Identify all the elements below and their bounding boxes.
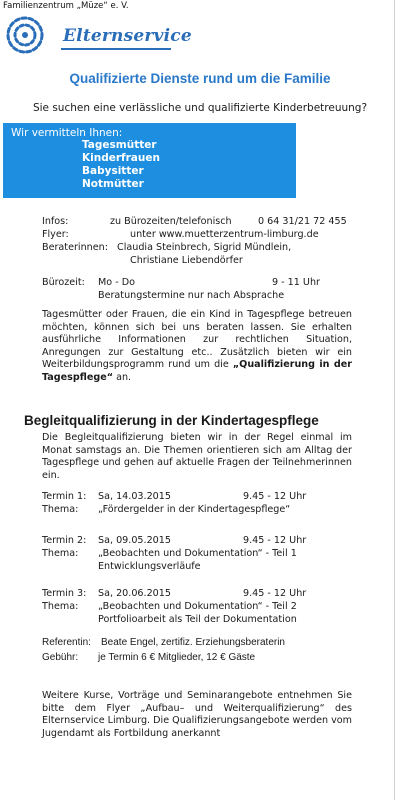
phone-number: 0 64 31/21 72 455 [258, 216, 347, 227]
theme-value: „Beobachten und Dokumentation“ - Teil 1 [98, 548, 297, 559]
infos-value: zu Bürozeiten/telefonisch [110, 216, 232, 227]
theme-value-cont: Portfolioarbeit als Teil der Dokumentation [98, 614, 297, 625]
date-label: Termin 1: [42, 491, 87, 502]
footer-paragraph: Weitere Kurse, Vorträge und Seminarangebote entnehmen Sie bitte dem Flyer „Aufbau– und Weiterqualifizierung“ des Elternservice Limburg. Die Qualifizierungsangebote werden vom Jugendamt als Fortbildung anerkannt [42, 690, 353, 739]
page-title: Qualifizierte Dienste rund um die Familie [69, 71, 331, 86]
date-time: 9.45 - 12 Uhr [243, 588, 307, 599]
intro-question: Sie suchen eine verlässliche und qualifizierte Kinderbetreuung? [32, 102, 368, 114]
org-name: Familienzentrum „Müze“ e. V. [3, 1, 129, 11]
dotted-circle-logo-icon [5, 14, 61, 56]
date-label: Termin 2: [42, 535, 87, 546]
advisors-names: Claudia Steinbrech, Sigrid Mündlein, [117, 242, 292, 253]
theme-value: „Beobachten und Dokumentation“ - Teil 2 [98, 601, 297, 612]
date-value: Sa, 09.05.2015 [98, 535, 171, 546]
logo-underline [61, 48, 171, 50]
offer-list [82, 139, 160, 191]
date-time: 9.45 - 12 Uhr [243, 491, 307, 502]
offer-item: Kinderfrauen [82, 152, 160, 164]
offer-intro: Wir vermitteln Ihnen: [11, 127, 123, 139]
date-value: Sa, 20.06.2015 [98, 588, 171, 599]
logo-text: Elternservice [63, 26, 192, 46]
intro-paragraph-tail: an. [113, 371, 132, 383]
office-days: Mo - Do [98, 277, 135, 288]
theme-label: Thema: [42, 601, 79, 612]
office-note: Beratungstermine nur nach Absprache [98, 290, 285, 301]
theme-label: Thema: [42, 548, 79, 559]
elternservice-logo [5, 14, 192, 56]
speaker-name: Beate Engel, zertifiz. Erziehungsberaterin [101, 637, 285, 648]
offer-item: Notmütter [82, 178, 144, 190]
intro-paragraph [42, 309, 352, 385]
offer-item: Babysitter [82, 165, 144, 177]
fee-value: je Termin 6 € Mitglieder, 12 € Gäste [98, 652, 256, 663]
flyer-link[interactable]: unter www.muetterzentrum-limburg.de [130, 229, 319, 240]
intro-paragraph-text: Tagesmütter oder Frauen, die ein Kind in Tagespflege betreuen möchten, können sich bei uns beraten lassen. Sie erhalten ausführliche Informationen zur rechtlichen Situation, Anregungen zur Gestaltung etc.. Zusätzlich bieten wir ein Weiterbildungsprogramm rund um die [42, 309, 352, 371]
speaker-label: Referentin: [42, 637, 91, 648]
office-label: Bürozeit: [42, 277, 85, 288]
date-label: Termin 3: [42, 588, 87, 599]
highlight-phrase: „Qualifizierung in der Tagespflege“ [42, 359, 352, 383]
section-paragraph: Die Begleitqualifizierung bieten wir in der Regel einmal im Monat samstags an. Die Themen orientieren sich am Alltag der Tagespflege und gehen auf aktuelle Fragen der Teilnehmerinnen ein. [42, 432, 352, 481]
office-time: 9 - 11 Uhr [272, 277, 320, 288]
infos-label: Infos: [42, 216, 69, 227]
theme-value: „Fördergelder in der Kindertagespflege“ [98, 504, 291, 515]
offer-box [3, 123, 296, 198]
page-border [394, 0, 395, 800]
advisors-names-cont: Christiane Liebendörfer [130, 255, 243, 266]
flyer-label: Flyer: [42, 229, 69, 240]
theme-label: Thema: [42, 504, 79, 515]
offer-item: Tagesmütter [82, 139, 157, 151]
advisors-label: Beraterinnen: [42, 242, 108, 253]
fee-label: Gebühr: [42, 652, 79, 663]
theme-value-cont: Entwicklungsverläufe [98, 561, 201, 572]
date-time: 9.45 - 12 Uhr [243, 535, 307, 546]
date-value: Sa, 14.03.2015 [98, 491, 171, 502]
section-heading: Begleitqualifizierung in der Kindertagespflege [24, 413, 319, 428]
